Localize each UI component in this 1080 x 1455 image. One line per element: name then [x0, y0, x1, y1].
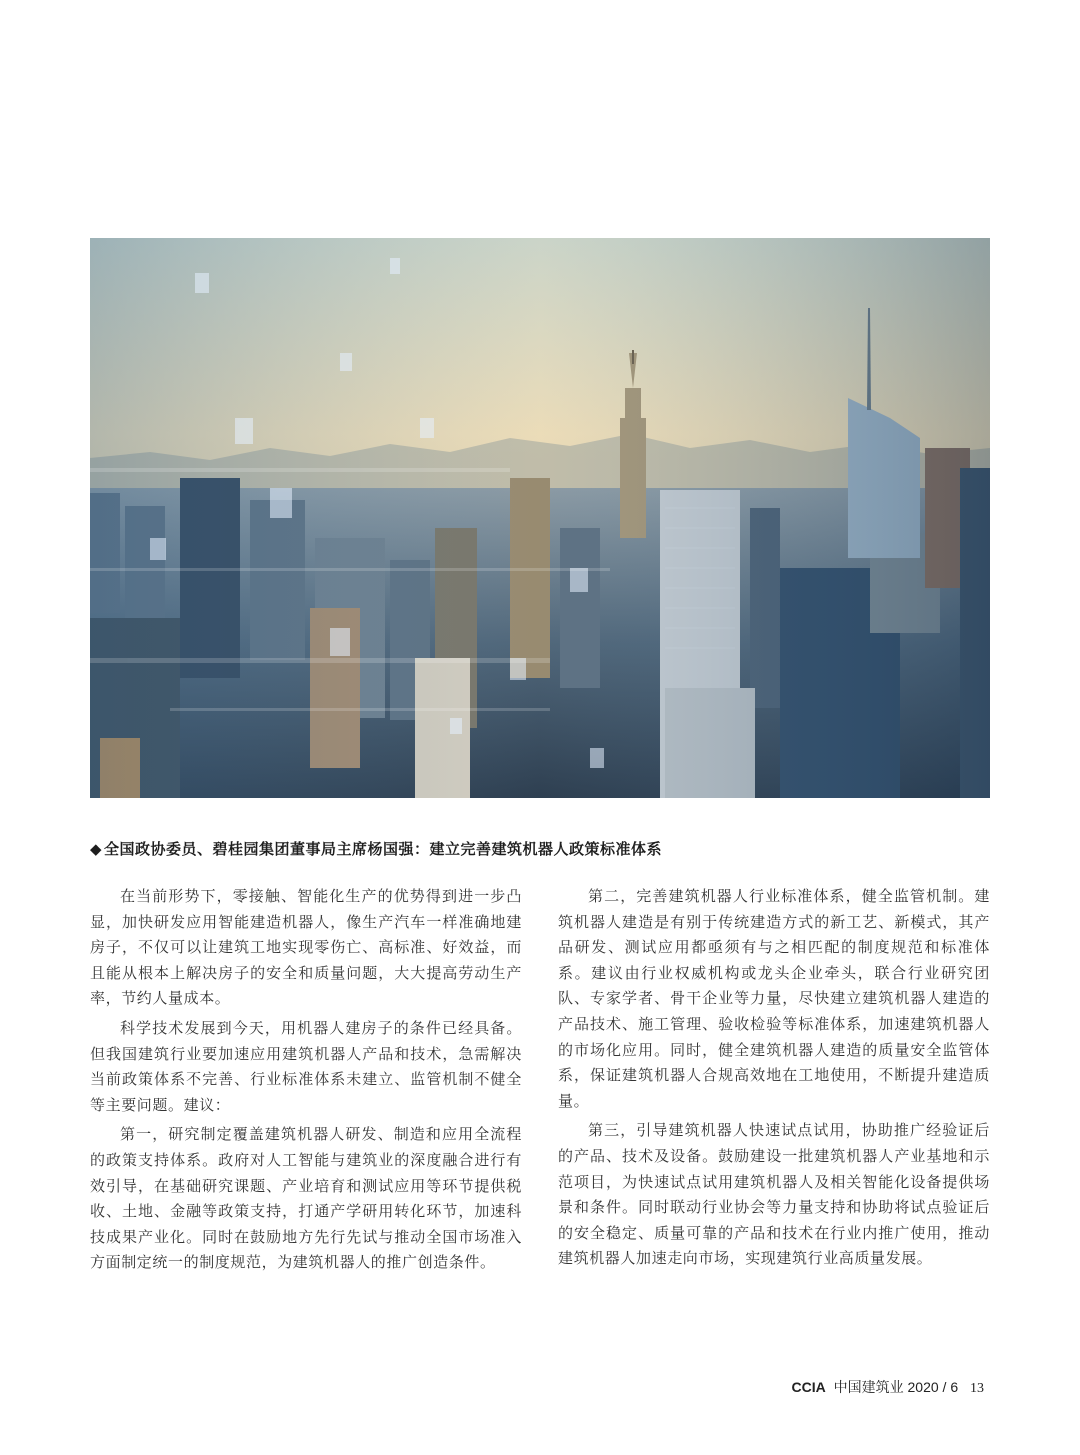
diamond-icon: ◆ [90, 840, 103, 858]
paragraph: 第二，完善建筑机器人行业标准体系，健全监管机制。建筑机器人建造是有别于传统建造方式的新工艺、新模式，其产品研发、测试应用都亟须有与之相匹配的制度规范和标准体系。建议由行业权威机构或龙头企业牵头，联合行业研究团队、专家学者、骨干企业等力量，尽快建立建筑机器人建造的产品技术、施工管理、验收检验等标准体系，加速建筑机器人的市场化应用。同时，健全建筑机器人建造的质量安全监管体系，保证建筑机器人合规高效地在工地使用，不断提升建造质量。 [558, 887, 990, 1110]
brand-logo-text: CCIA [791, 1379, 826, 1395]
paragraph: 第一，研究制定覆盖建筑机器人研发、制造和应用全流程的政策支持体系。政府对人工智能与建筑业的深度融合进行有效引导，在基础研究课题、产业培育和测试应用等环节提供税收、土地、金融等政策支持，打通产学研用转化环节，加速科技成果产业化。同时在鼓励地方先行先试与推动全国市场准入方面制定统一的制度规范，为建筑机器人的推广创造条件。 [90, 1125, 522, 1272]
article-column-left [90, 884, 522, 1280]
paragraph: 在当前形势下，零接触、智能化生产的优势得到进一步凸显，加快研发应用智能建造机器人，像生产汽车一样准确地建房子，不仅可以让建筑工地实现零伤亡、高标准、好效益，而且能从根本上解决房子的安全和质量问题，大大提高劳动生产率，节约人量成本。 [90, 887, 522, 1008]
paragraph: 第三，引导建筑机器人快速试点试用，协助推广经验证后的产品、技术及设备。鼓励建设一批建筑机器人产业基地和示范项目，为快速试点试用建筑机器人及相关智能化设备提供场景和条件。同时联动行业协会等力量支持和协助将试点验证后的安全稳定、质量可靠的产品和技术在行业内推广使用，推动建筑机器人加速走向市场，实现建筑行业高质量发展。 [558, 1121, 990, 1268]
article-column-right [558, 884, 990, 1276]
section-heading [90, 838, 990, 859]
issue-number: 2020 / 6 [907, 1379, 959, 1395]
page-number: 13 [970, 1381, 984, 1396]
page-footer [791, 1377, 984, 1397]
hero-image [90, 238, 990, 798]
publication-name: 中国建筑业 [833, 1379, 904, 1395]
section-heading-text: 全国政协委员、碧桂园集团董事局主席杨国强：建立完善建筑机器人政策标准体系 [104, 840, 663, 858]
paragraph: 科学技术发展到今天，用机器人建房子的条件已经具备。但我国建筑行业要加速应用建筑机器人产品和技术，急需解决当前政策体系不完善、行业标准体系未建立、监管机制不健全等主要问题。建议： [90, 1018, 522, 1114]
city-skyline-photo [90, 238, 990, 798]
